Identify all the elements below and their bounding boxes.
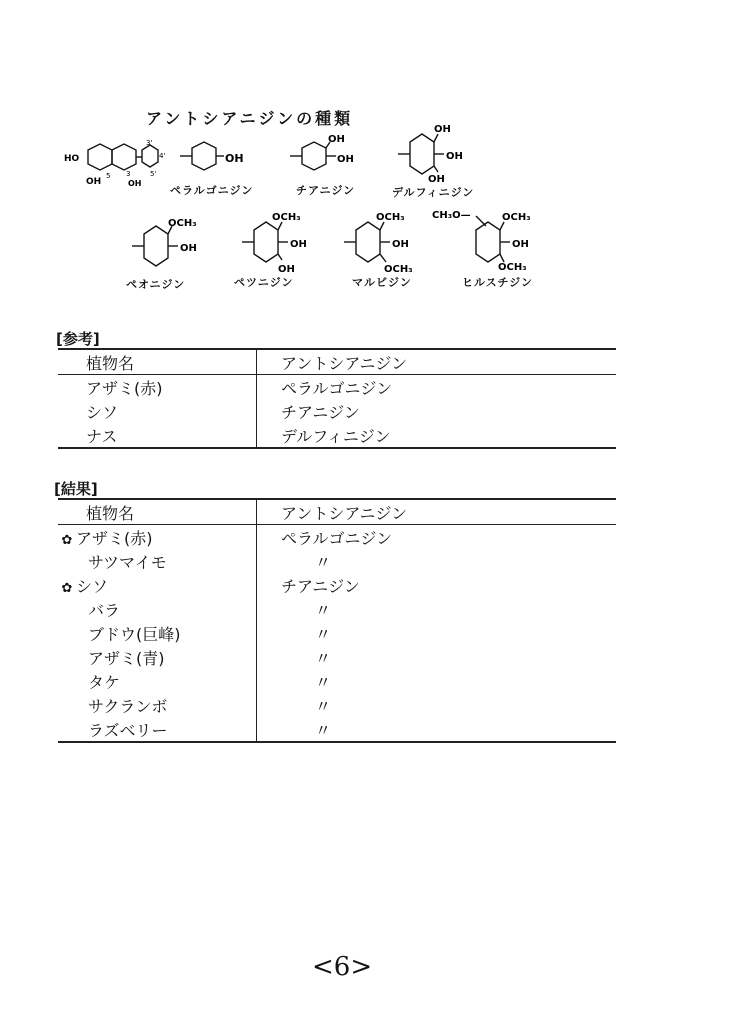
structure-cyanidin [290, 132, 370, 197]
base-label-5p: 5' [150, 170, 157, 178]
star-icon: ✿ [61, 532, 73, 548]
table-row [58, 693, 616, 717]
plant-name: シソ [76, 576, 109, 596]
structure-malvidin [344, 210, 434, 289]
petunidin-oh-bottom: OH [278, 264, 295, 275]
delphinidin-oh-top: OH [434, 124, 451, 135]
structure-diagrams [0, 0, 736, 320]
plant-name: ラズベリー [88, 720, 168, 740]
plant-name: バラ [88, 600, 121, 620]
anthocyanidin-name: チアニジン [281, 576, 360, 596]
structure-hirsutidin [432, 204, 542, 289]
plant-name: サツマイモ [88, 552, 167, 572]
page-number: <6> [312, 952, 373, 982]
hirsutidin-label: ヒルスチジン [462, 276, 533, 289]
page-title: アントシアニジンの種類 [146, 109, 354, 128]
plant-name: サクランボ [88, 696, 168, 716]
petunidin-och3: OCH₃ [272, 212, 301, 223]
plant-name: シソ [58, 399, 257, 423]
column-header-plant: 植物名 [58, 349, 257, 375]
malvidin-label: マルビジン [352, 276, 412, 289]
structure-petunidin [234, 210, 322, 289]
cyanidin-label: チアニジン [296, 184, 356, 197]
hirsutidin-ch3o: CH₃O— [432, 210, 471, 221]
table-row [58, 423, 616, 448]
table-header-row [58, 499, 616, 525]
plant-name: タケ [88, 672, 121, 692]
pelargonidin-label: ペラルゴニジン [170, 184, 254, 197]
ditto-mark: 〃 [315, 672, 332, 692]
delphinidin-oh-bottom: OH [428, 174, 445, 185]
table-row [58, 525, 616, 550]
ditto-mark: 〃 [315, 648, 332, 668]
base-label-oh: OH [128, 179, 142, 188]
base-label-ho: HO [64, 154, 80, 164]
peonidin-label: ペオニジン [126, 278, 186, 291]
anthocyanidin-name: デルフィニジン [257, 423, 617, 448]
column-header-anthocyanidin: アントシアニジン [257, 349, 617, 375]
malvidin-och3-bottom: OCH₃ [384, 264, 413, 275]
hirsutidin-och3-top: OCH₃ [502, 212, 531, 223]
table-row [58, 573, 616, 597]
base-label-5: 5 [106, 172, 111, 180]
plant-name: ナス [58, 423, 257, 448]
base-label-oh-bottom: OH [86, 177, 102, 187]
pelargonidin-oh: OH [225, 152, 244, 165]
table-row [58, 621, 616, 645]
anthocyanidin-name: ペラルゴニジン [281, 528, 393, 548]
results-table [58, 498, 616, 743]
anthocyanidin-name: ペラルゴニジン [281, 378, 393, 398]
column-header-anthocyanidin: アントシアニジン [257, 499, 617, 525]
column-header-plant: 植物名 [58, 499, 257, 525]
malvidin-oh: OH [392, 239, 409, 250]
table-header-row [58, 349, 616, 375]
star-icon: ✿ [61, 580, 73, 596]
petunidin-label: ペツニジン [234, 276, 294, 289]
table-row [58, 645, 616, 669]
table-row [58, 717, 616, 742]
cyanidin-oh-top: OH [328, 134, 345, 145]
petunidin-oh-mid: OH [290, 239, 307, 250]
peonidin-oh: OH [180, 243, 197, 254]
base-label-3p: 3' [146, 139, 153, 147]
base-label-3: 3 [126, 170, 131, 178]
table-row [58, 375, 616, 400]
structure-delphinidin [392, 122, 478, 199]
ditto-mark: 〃 [315, 600, 332, 620]
table-row [58, 549, 616, 573]
ditto-mark: 〃 [315, 696, 332, 716]
malvidin-och3-top: OCH₃ [376, 212, 405, 223]
cyanidin-oh: OH [337, 154, 354, 165]
structure-peonidin [126, 214, 212, 291]
ditto-mark: 〃 [315, 624, 332, 644]
delphinidin-label: デルフィニジン [392, 186, 475, 199]
hirsutidin-och3-bottom: OCH₃ [498, 262, 527, 273]
ditto-mark: 〃 [257, 717, 617, 742]
anthocyanidin-name: チアニジン [281, 402, 360, 422]
plant-name: アザミ(赤) [76, 528, 153, 548]
results-heading: [結果] [54, 480, 98, 498]
table-row [58, 597, 616, 621]
peonidin-och3: OCH₃ [168, 218, 197, 229]
ditto-mark: 〃 [315, 552, 332, 572]
delphinidin-oh-mid: OH [446, 151, 463, 162]
reference-table [58, 348, 616, 449]
base-skeleton [62, 138, 166, 188]
base-label-4p: 4' [159, 152, 166, 160]
structure-pelargonidin [170, 138, 260, 197]
hirsutidin-oh: OH [512, 239, 529, 250]
reference-heading: [参考] [56, 330, 100, 348]
table-row [58, 399, 616, 423]
plant-name: アザミ(青) [88, 648, 165, 668]
plant-name: アザミ(赤) [58, 375, 257, 400]
plant-name: ブドウ(巨峰) [88, 624, 181, 644]
table-row [58, 669, 616, 693]
